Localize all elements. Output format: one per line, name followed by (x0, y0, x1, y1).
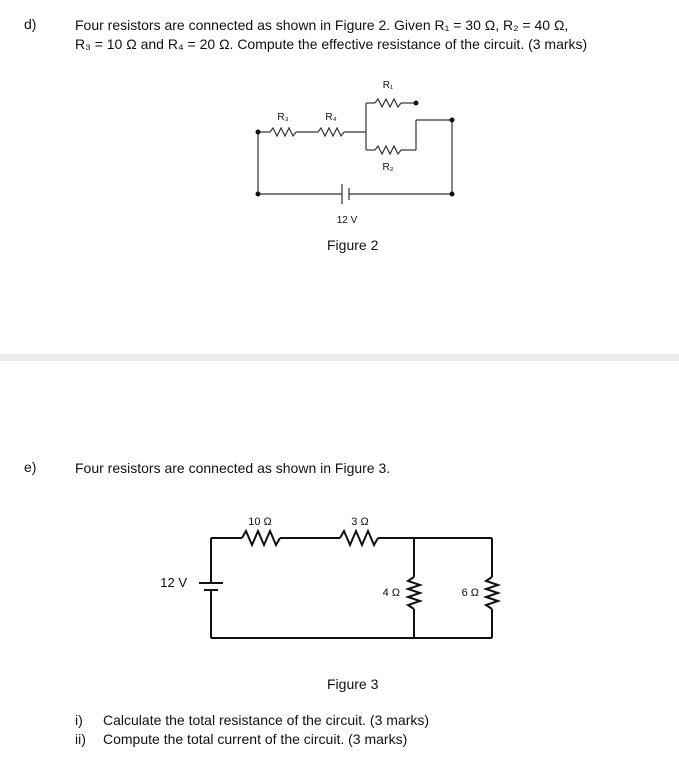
label-6-ohm: 6 Ω (461, 587, 479, 599)
resistor-10-ohm (242, 531, 280, 545)
subquestion-number: i) (75, 712, 83, 728)
figure-3-caption: Figure 3 (327, 676, 379, 692)
question-e-label: e) (24, 459, 37, 475)
label-voltage-fig2: 12 V (336, 215, 358, 226)
subquestion-item (75, 711, 429, 730)
label-10-ohm: 10 Ω (248, 516, 272, 528)
subquestion-list (75, 711, 429, 749)
figure-2-caption: Figure 2 (327, 237, 379, 253)
label-3-ohm: 3 Ω (351, 516, 369, 528)
label-r1: R₁ (382, 80, 394, 91)
label-r3: R₃ (277, 112, 289, 123)
question-d-line1: Four resistors are connected as shown in Figure 2. Given R₁ = 30 Ω, R₂ = 40 Ω, (75, 17, 569, 33)
subquestion-text: Compute the total current of the circuit. (3 marks) (103, 731, 408, 747)
resistor-3-ohm (340, 531, 378, 545)
resistor-6-ohm (486, 577, 498, 609)
subquestion-item (75, 730, 429, 749)
subquestion-text: Calculate the total resistance of the circuit. (3 marks) (103, 712, 430, 728)
label-r4: R₄ (325, 112, 337, 123)
label-voltage-fig3: 12 V (160, 575, 187, 590)
label-r2: R₂ (382, 162, 394, 173)
subquestion-number: ii) (75, 731, 86, 747)
question-d-line2: R₃ = 10 Ω and R₄ = 20 Ω. Compute the effective resistance of the circuit. (3 marks) (75, 36, 588, 52)
resistor-4-ohm (408, 577, 420, 609)
question-e-text: Four resistors are connected as shown in Figure 3. (75, 460, 391, 476)
label-4-ohm: 4 Ω (382, 587, 400, 599)
question-d-label: d) (24, 16, 37, 32)
